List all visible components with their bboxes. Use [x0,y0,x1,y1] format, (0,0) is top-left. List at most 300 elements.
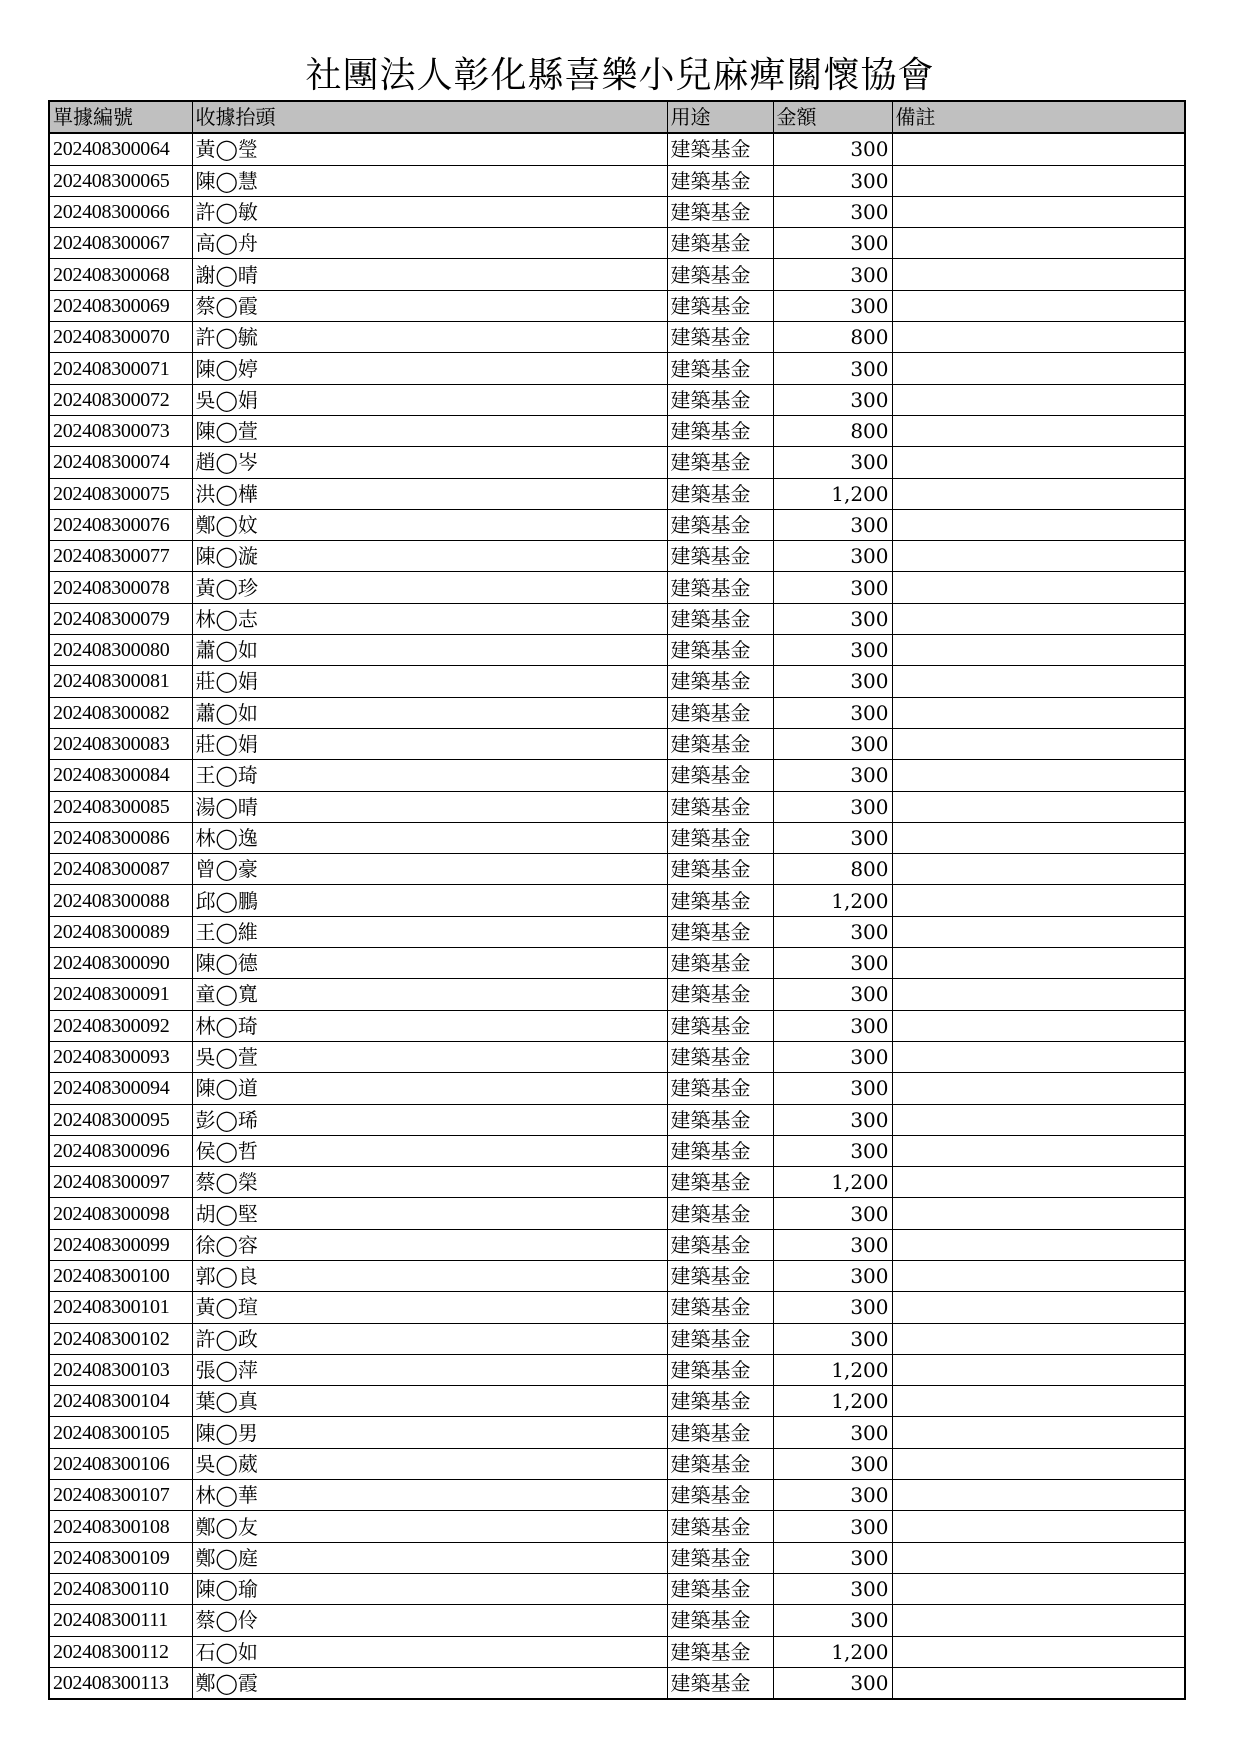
purpose-cell: 建築基金 [667,384,773,415]
note-cell [892,1636,1185,1667]
note-cell [892,165,1185,196]
purpose-cell: 建築基金 [667,353,773,384]
header-receipt-no: 單據編號 [49,101,192,133]
table-row [49,697,1185,728]
payer-cell: 曾◯豪 [192,854,667,885]
purpose-cell: 建築基金 [667,1135,773,1166]
amount-cell: 800 [773,854,892,885]
purpose-cell: 建築基金 [667,791,773,822]
receipt-no-cell: 202408300110 [49,1573,192,1604]
table-row [49,1260,1185,1291]
note-cell [892,1386,1185,1417]
receipt-no-cell: 202408300070 [49,322,192,353]
amount-cell: 300 [773,572,892,603]
payer-cell: 謝◯晴 [192,259,667,290]
purpose-cell: 建築基金 [667,1386,773,1417]
amount-cell: 800 [773,415,892,446]
payer-cell: 許◯政 [192,1323,667,1354]
amount-cell: 300 [773,603,892,634]
note-cell [892,509,1185,540]
payer-cell: 彭◯琋 [192,1104,667,1135]
table-row [49,1448,1185,1479]
purpose-cell: 建築基金 [667,415,773,446]
note-cell [892,1010,1185,1041]
receipt-no-cell: 202408300082 [49,697,192,728]
note-cell [892,1605,1185,1636]
purpose-cell: 建築基金 [667,1511,773,1542]
payer-cell: 湯◯晴 [192,791,667,822]
receipt-no-cell: 202408300089 [49,916,192,947]
amount-cell: 300 [773,979,892,1010]
receipt-no-cell: 202408300084 [49,760,192,791]
note-cell [892,1542,1185,1573]
receipt-no-cell: 202408300077 [49,541,192,572]
table-row [49,196,1185,227]
amount-cell: 1,200 [773,1354,892,1385]
payer-cell: 陳◯婷 [192,353,667,384]
receipt-no-cell: 202408300068 [49,259,192,290]
table-row [49,1667,1185,1699]
amount-cell: 300 [773,1323,892,1354]
receipt-no-cell: 202408300085 [49,791,192,822]
payer-cell: 莊◯娟 [192,666,667,697]
payer-cell: 蔡◯霞 [192,290,667,321]
receipt-no-cell: 202408300081 [49,666,192,697]
receipt-no-cell: 202408300101 [49,1292,192,1323]
amount-cell: 300 [773,133,892,165]
amount-cell: 300 [773,791,892,822]
header-note: 備註 [892,101,1185,133]
amount-cell: 300 [773,1135,892,1166]
amount-cell: 300 [773,1480,892,1511]
amount-cell: 300 [773,447,892,478]
table-row [49,1041,1185,1072]
table-row [49,322,1185,353]
note-cell [892,196,1185,227]
payer-cell: 蔡◯榮 [192,1167,667,1198]
table-row [49,1386,1185,1417]
payer-cell: 鄭◯友 [192,1511,667,1542]
purpose-cell: 建築基金 [667,1605,773,1636]
payer-cell: 張◯萍 [192,1354,667,1385]
table-row [49,760,1185,791]
payer-cell: 高◯舟 [192,228,667,259]
note-cell [892,1511,1185,1542]
payer-cell: 童◯寬 [192,979,667,1010]
payer-cell: 陳◯男 [192,1417,667,1448]
payer-cell: 黃◯瑩 [192,133,667,165]
amount-cell: 300 [773,1542,892,1573]
amount-cell: 300 [773,635,892,666]
table-row [49,1198,1185,1229]
payer-cell: 蔡◯伶 [192,1605,667,1636]
payer-cell: 鄭◯霞 [192,1667,667,1699]
note-cell [892,1417,1185,1448]
receipt-no-cell: 202408300100 [49,1260,192,1291]
receipt-no-cell: 202408300088 [49,885,192,916]
table-row [49,447,1185,478]
table-row [49,133,1185,165]
receipt-no-cell: 202408300107 [49,1480,192,1511]
receipt-no-cell: 202408300078 [49,572,192,603]
payer-cell: 陳◯瑜 [192,1573,667,1604]
note-cell [892,666,1185,697]
table-row [49,979,1185,1010]
receipt-no-cell: 202408300093 [49,1041,192,1072]
note-cell [892,603,1185,634]
purpose-cell: 建築基金 [667,1198,773,1229]
payer-cell: 鄭◯庭 [192,1542,667,1573]
table-row [49,1135,1185,1166]
table-row [49,1542,1185,1573]
amount-cell: 300 [773,509,892,540]
table-row [49,1480,1185,1511]
page-title: 社團法人彰化縣喜樂小兒麻痺關懷協會 [305,55,935,96]
amount-cell: 300 [773,697,892,728]
payer-cell: 蕭◯如 [192,697,667,728]
note-cell [892,572,1185,603]
table-row [49,854,1185,885]
amount-cell: 300 [773,728,892,759]
amount-cell: 800 [773,322,892,353]
table-row [49,1104,1185,1135]
purpose-cell: 建築基金 [667,635,773,666]
receipt-no-cell: 202408300113 [49,1667,192,1699]
payer-cell: 徐◯容 [192,1229,667,1260]
amount-cell: 300 [773,1448,892,1479]
payer-cell: 林◯華 [192,1480,667,1511]
note-cell [892,1260,1185,1291]
purpose-cell: 建築基金 [667,760,773,791]
receipt-no-cell: 202408300111 [49,1605,192,1636]
amount-cell: 300 [773,1010,892,1041]
amount-cell: 1,200 [773,1167,892,1198]
amount-cell: 300 [773,541,892,572]
amount-cell: 300 [773,1292,892,1323]
table-row [49,1292,1185,1323]
receipt-no-cell: 202408300102 [49,1323,192,1354]
receipt-no-cell: 202408300095 [49,1104,192,1135]
purpose-cell: 建築基金 [667,196,773,227]
note-cell [892,916,1185,947]
purpose-cell: 建築基金 [667,1229,773,1260]
amount-cell: 300 [773,1667,892,1699]
amount-cell: 300 [773,196,892,227]
table-row [49,948,1185,979]
note-cell [892,290,1185,321]
note-cell [892,854,1185,885]
note-cell [892,1229,1185,1260]
payer-cell: 葉◯真 [192,1386,667,1417]
amount-cell: 1,200 [773,1386,892,1417]
note-cell [892,1135,1185,1166]
purpose-cell: 建築基金 [667,228,773,259]
amount-cell: 300 [773,1511,892,1542]
note-cell [892,822,1185,853]
purpose-cell: 建築基金 [667,885,773,916]
note-cell [892,1198,1185,1229]
receipt-no-cell: 202408300080 [49,635,192,666]
table-row [49,415,1185,446]
amount-cell: 300 [773,1104,892,1135]
receipt-no-cell: 202408300083 [49,728,192,759]
receipt-no-cell: 202408300071 [49,353,192,384]
receipt-no-cell: 202408300096 [49,1135,192,1166]
payer-cell: 許◯敏 [192,196,667,227]
table-row [49,635,1185,666]
amount-cell: 300 [773,353,892,384]
table-row [49,1010,1185,1041]
payer-cell: 王◯琦 [192,760,667,791]
receipt-no-cell: 202408300075 [49,478,192,509]
receipt-no-cell: 202408300108 [49,1511,192,1542]
purpose-cell: 建築基金 [667,133,773,165]
receipt-no-cell: 202408300105 [49,1417,192,1448]
amount-cell: 300 [773,259,892,290]
note-cell [892,885,1185,916]
note-cell [892,447,1185,478]
payer-cell: 許◯毓 [192,322,667,353]
receipt-no-cell: 202408300076 [49,509,192,540]
table-body [49,133,1185,1699]
table-row [49,228,1185,259]
receipt-no-cell: 202408300092 [49,1010,192,1041]
amount-cell: 300 [773,760,892,791]
receipt-no-cell: 202408300099 [49,1229,192,1260]
receipt-no-cell: 202408300064 [49,133,192,165]
receipt-no-cell: 202408300104 [49,1386,192,1417]
amount-cell: 300 [773,384,892,415]
note-cell [892,1073,1185,1104]
payer-cell: 陳◯道 [192,1073,667,1104]
note-cell [892,133,1185,165]
purpose-cell: 建築基金 [667,666,773,697]
note-cell [892,1354,1185,1385]
amount-cell: 300 [773,1041,892,1072]
note-cell [892,791,1185,822]
purpose-cell: 建築基金 [667,948,773,979]
receipt-no-cell: 202408300087 [49,854,192,885]
amount-cell: 300 [773,1260,892,1291]
note-cell [892,1667,1185,1699]
receipt-no-cell: 202408300072 [49,384,192,415]
table-row [49,259,1185,290]
table-row [49,541,1185,572]
purpose-cell: 建築基金 [667,572,773,603]
receipt-no-cell: 202408300090 [49,948,192,979]
amount-cell: 300 [773,1605,892,1636]
note-cell [892,228,1185,259]
header-row [49,101,1185,133]
purpose-cell: 建築基金 [667,447,773,478]
table-row [49,353,1185,384]
purpose-cell: 建築基金 [667,1573,773,1604]
purpose-cell: 建築基金 [667,541,773,572]
purpose-cell: 建築基金 [667,1010,773,1041]
amount-cell: 300 [773,948,892,979]
receipt-no-cell: 202408300079 [49,603,192,634]
payer-cell: 邱◯鵬 [192,885,667,916]
purpose-cell: 建築基金 [667,165,773,196]
receipt-no-cell: 202408300086 [49,822,192,853]
table-row [49,728,1185,759]
note-cell [892,541,1185,572]
amount-cell: 1,200 [773,1636,892,1667]
payer-cell: 陳◯漩 [192,541,667,572]
purpose-cell: 建築基金 [667,1104,773,1135]
payer-cell: 郭◯良 [192,1260,667,1291]
purpose-cell: 建築基金 [667,822,773,853]
table-row [49,1605,1185,1636]
payer-cell: 洪◯樺 [192,478,667,509]
purpose-cell: 建築基金 [667,1354,773,1385]
receipt-no-cell: 202408300074 [49,447,192,478]
purpose-cell: 建築基金 [667,259,773,290]
payer-cell: 吳◯娟 [192,384,667,415]
note-cell [892,697,1185,728]
purpose-cell: 建築基金 [667,1167,773,1198]
header-purpose: 用途 [667,101,773,133]
purpose-cell: 建築基金 [667,1417,773,1448]
purpose-cell: 建築基金 [667,1636,773,1667]
note-cell [892,635,1185,666]
note-cell [892,979,1185,1010]
amount-cell: 300 [773,165,892,196]
receipt-no-cell: 202408300112 [49,1636,192,1667]
amount-cell: 300 [773,1198,892,1229]
receipt-no-cell: 202408300091 [49,979,192,1010]
payer-cell: 王◯維 [192,916,667,947]
payer-cell: 胡◯堅 [192,1198,667,1229]
purpose-cell: 建築基金 [667,290,773,321]
table-row [49,916,1185,947]
table-row [49,1636,1185,1667]
note-cell [892,259,1185,290]
table-row [49,384,1185,415]
table-row [49,822,1185,853]
table-row [49,791,1185,822]
payer-cell: 吳◯萱 [192,1041,667,1072]
note-cell [892,1448,1185,1479]
payer-cell: 蕭◯如 [192,635,667,666]
purpose-cell: 建築基金 [667,1448,773,1479]
table-row [49,666,1185,697]
payer-cell: 侯◯哲 [192,1135,667,1166]
purpose-cell: 建築基金 [667,1292,773,1323]
purpose-cell: 建築基金 [667,509,773,540]
table-header [49,101,1185,133]
receipt-no-cell: 202408300065 [49,165,192,196]
purpose-cell: 建築基金 [667,697,773,728]
payer-cell: 陳◯慧 [192,165,667,196]
table-row [49,1073,1185,1104]
table-row [49,572,1185,603]
amount-cell: 300 [773,1417,892,1448]
table-row [49,1229,1185,1260]
header-amount: 金額 [773,101,892,133]
payer-cell: 陳◯德 [192,948,667,979]
purpose-cell: 建築基金 [667,1667,773,1699]
purpose-cell: 建築基金 [667,1041,773,1072]
purpose-cell: 建築基金 [667,322,773,353]
note-cell [892,1104,1185,1135]
purpose-cell: 建築基金 [667,1260,773,1291]
amount-cell: 1,200 [773,478,892,509]
payer-cell: 莊◯娟 [192,728,667,759]
receipt-no-cell: 202408300066 [49,196,192,227]
payer-cell: 林◯逸 [192,822,667,853]
note-cell [892,384,1185,415]
receipt-no-cell: 202408300073 [49,415,192,446]
table-row [49,1573,1185,1604]
table-row [49,509,1185,540]
purpose-cell: 建築基金 [667,728,773,759]
amount-cell: 300 [773,290,892,321]
amount-cell: 300 [773,1229,892,1260]
table-row [49,478,1185,509]
note-cell [892,728,1185,759]
receipt-no-cell: 202408300109 [49,1542,192,1573]
payer-cell: 林◯琦 [192,1010,667,1041]
amount-cell: 300 [773,666,892,697]
payer-cell: 陳◯萱 [192,415,667,446]
payer-cell: 黃◯珍 [192,572,667,603]
note-cell [892,1167,1185,1198]
purpose-cell: 建築基金 [667,603,773,634]
note-cell [892,1573,1185,1604]
payer-cell: 石◯如 [192,1636,667,1667]
receipt-no-cell: 202408300069 [49,290,192,321]
table-row [49,1323,1185,1354]
amount-cell: 300 [773,916,892,947]
note-cell [892,1292,1185,1323]
amount-cell: 1,200 [773,885,892,916]
table-row [49,1417,1185,1448]
note-cell [892,1323,1185,1354]
purpose-cell: 建築基金 [667,1323,773,1354]
receipt-no-cell: 202408300094 [49,1073,192,1104]
payer-cell: 吳◯葳 [192,1448,667,1479]
payer-cell: 黃◯瑄 [192,1292,667,1323]
payer-cell: 林◯志 [192,603,667,634]
payer-cell: 鄭◯妏 [192,509,667,540]
note-cell [892,478,1185,509]
table-row [49,290,1185,321]
note-cell [892,1480,1185,1511]
table-row [49,165,1185,196]
purpose-cell: 建築基金 [667,916,773,947]
note-cell [892,322,1185,353]
payer-cell: 趙◯岑 [192,447,667,478]
purpose-cell: 建築基金 [667,1542,773,1573]
note-cell [892,1041,1185,1072]
note-cell [892,760,1185,791]
header-payer: 收據抬頭 [192,101,667,133]
receipt-no-cell: 202408300106 [49,1448,192,1479]
receipt-no-cell: 202408300097 [49,1167,192,1198]
purpose-cell: 建築基金 [667,1073,773,1104]
table-row [49,885,1185,916]
receipt-no-cell: 202408300098 [49,1198,192,1229]
amount-cell: 300 [773,822,892,853]
purpose-cell: 建築基金 [667,979,773,1010]
purpose-cell: 建築基金 [667,1480,773,1511]
note-cell [892,948,1185,979]
table-row [49,1354,1185,1385]
purpose-cell: 建築基金 [667,478,773,509]
note-cell [892,415,1185,446]
note-cell [892,353,1185,384]
